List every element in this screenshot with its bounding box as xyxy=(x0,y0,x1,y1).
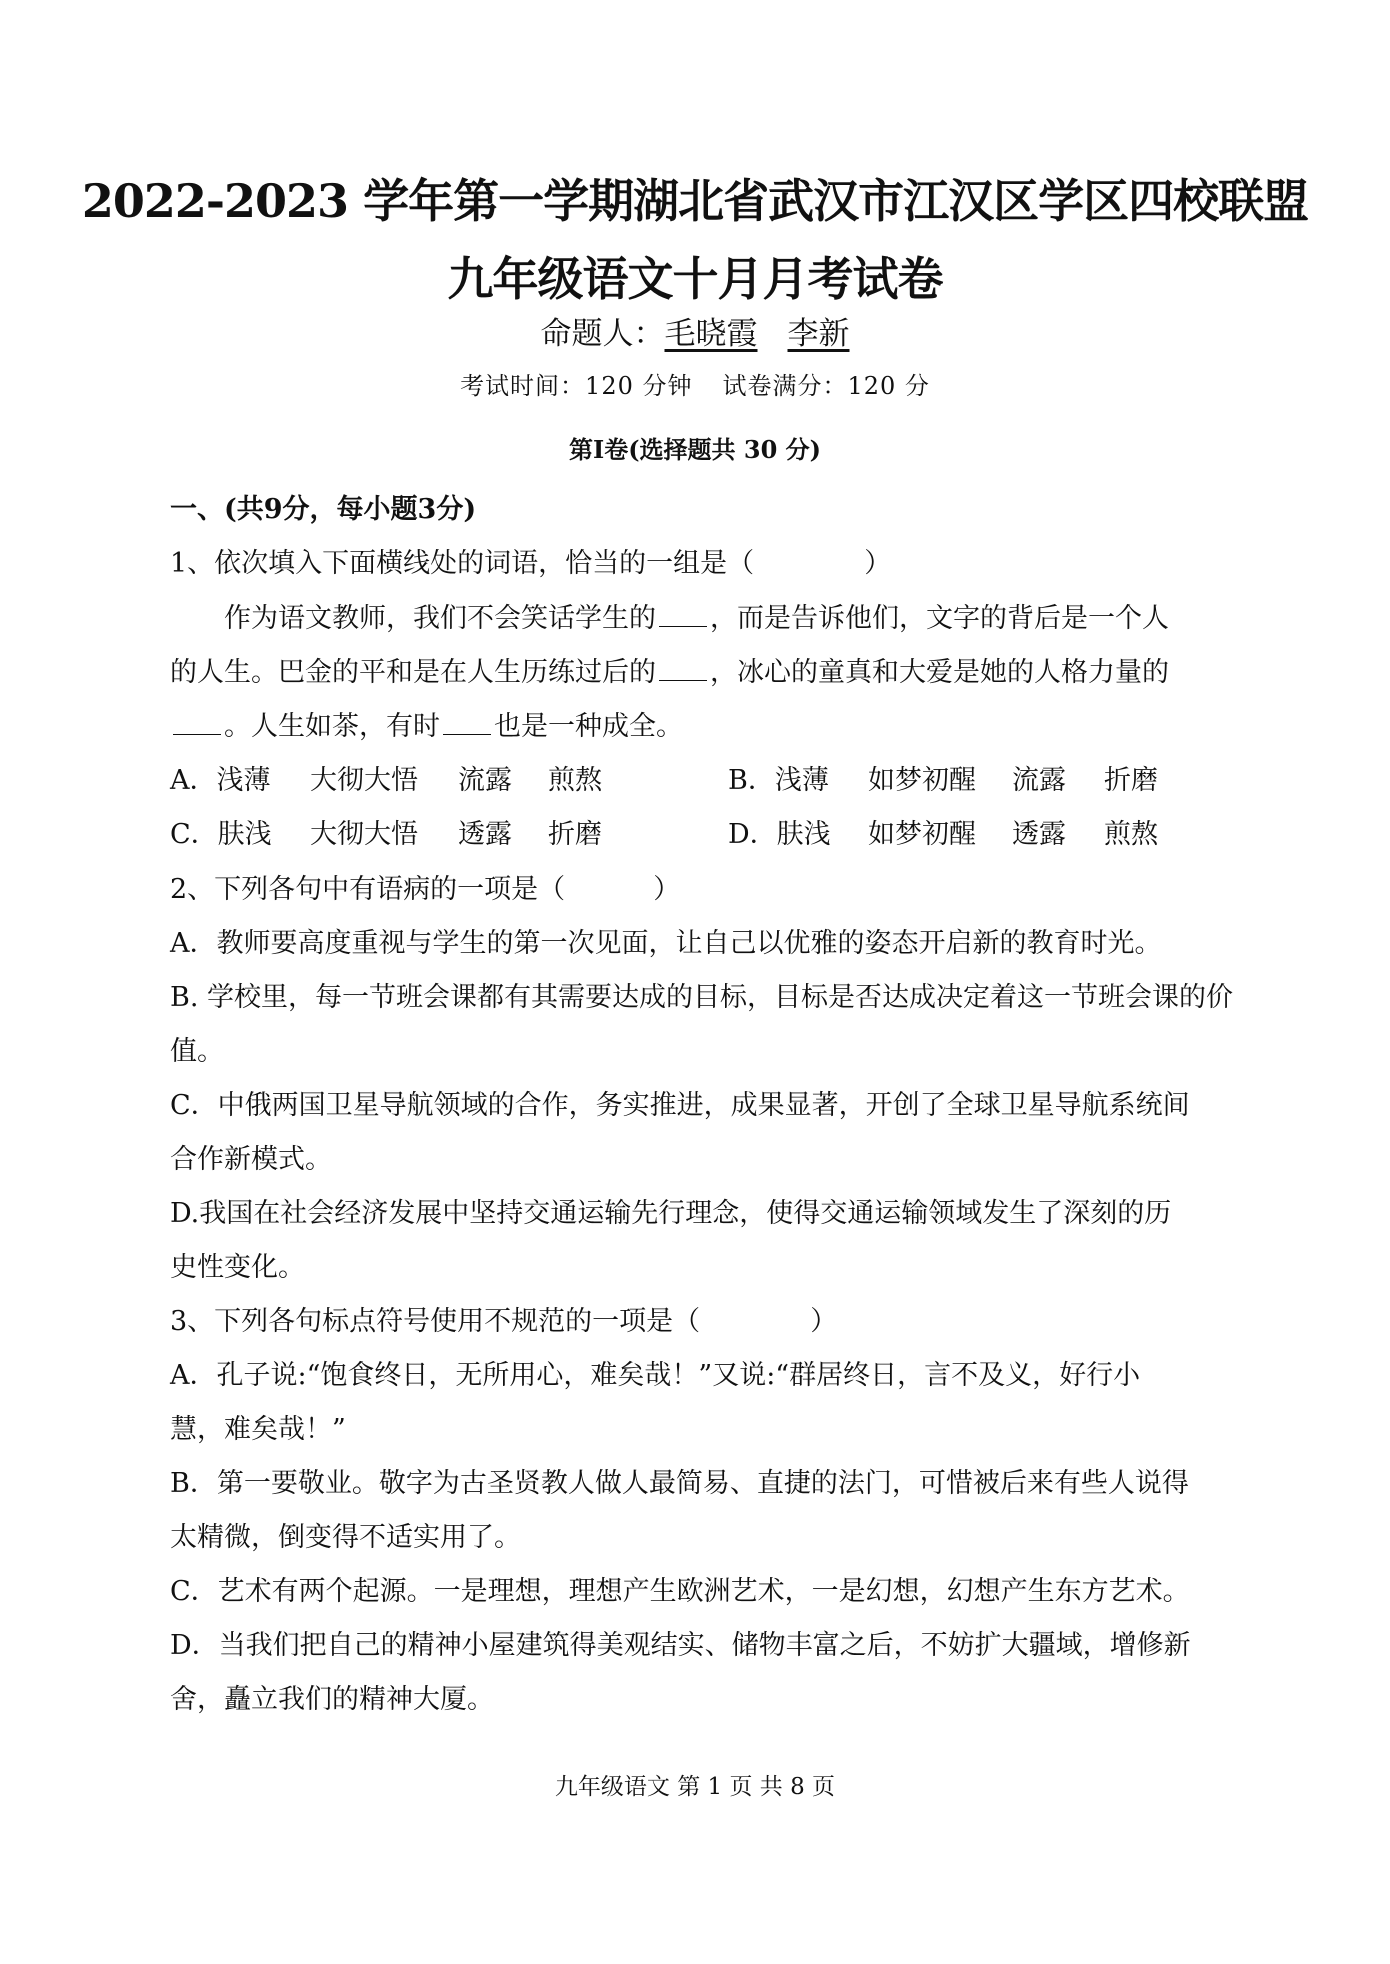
volume-heading: 第Ⅰ卷(选择题共 30 分) xyxy=(568,435,822,464)
q3-option-a-line2: 慧，难矣哉！” xyxy=(170,1414,346,1445)
q1-passage-line3: 。人生如茶，有时 也是一种成全。 xyxy=(170,704,683,743)
q2-option-b-line2: 值。 xyxy=(170,1036,224,1067)
q3-option-a-line1: A．孔子说:“饱食终日，无所用心，难矣哉！”又说:“群居终日，言不及义，好行小 xyxy=(170,1360,1141,1391)
q3-option-b-line2: 太精微，倒变得不适实用了。 xyxy=(170,1522,521,1553)
q1-option-a-word1: A．浅薄 xyxy=(170,765,271,796)
q1-option-d-word1: D．肤浅 xyxy=(728,819,831,850)
q1-stem: 1、依次填入下面横线处的词语，恰当的一组是（ ） xyxy=(170,548,892,579)
q1-option-b-word2: 如梦初醒 xyxy=(868,765,976,796)
q1-option-c-word3: 透露 xyxy=(458,819,512,850)
q1-option-b-word1: B．浅薄 xyxy=(728,765,829,796)
q3-option-b-line1: B．第一要敬业。敬字为古圣贤教人做人最简易、直捷的法门，可惜被后来有些人说得 xyxy=(170,1468,1189,1499)
answer-blank xyxy=(659,679,707,681)
page-footer: 九年级语文 第 1 页 共 8 页 xyxy=(554,1774,836,1800)
q1-option-d-word4: 煎熬 xyxy=(1104,819,1158,850)
q2-option-c-line2: 合作新模式。 xyxy=(170,1144,332,1175)
q1-passage-line2: 的人生。巴金的平和是在人生历练过后的 ，冰心的童真和大爱是她的人格力量的 xyxy=(170,657,1169,688)
answer-blank xyxy=(443,733,491,735)
q1-option-a-word3: 流露 xyxy=(458,765,512,796)
q1-option-c-word2: 大彻大悟 xyxy=(310,819,418,850)
q1-passage-line1: 作为语文教师，我们不会笑话学生的 ，而是告诉他们，文字的背后是一个人 xyxy=(224,603,1169,634)
section-heading: 一、(共9分，每小题3分) xyxy=(170,494,477,525)
q1-option-d-word3: 透露 xyxy=(1012,819,1066,850)
q3-option-c: C．艺术有两个起源。一是理想，理想产生欧洲艺术，一是幻想，幻想产生东方艺术。 xyxy=(170,1576,1190,1607)
exam-time: 考试时间：120 分钟 xyxy=(460,372,693,400)
q2-option-d-line2: 史性变化。 xyxy=(170,1252,305,1283)
q3-stem: 3、下列各句标点符号使用不规范的一项是（ ） xyxy=(170,1306,838,1337)
author-line xyxy=(0,308,1390,353)
exam-score: 试卷满分：120 分 xyxy=(722,372,930,400)
author-name-1: 毛晓霞 xyxy=(664,316,758,352)
q1-option-b-word4: 折磨 xyxy=(1104,765,1158,796)
answer-blank xyxy=(659,625,707,627)
author-name-2: 李新 xyxy=(787,316,850,352)
q1-option-c-word4: 折磨 xyxy=(548,819,602,850)
q1-option-a-word4: 煎熬 xyxy=(548,765,602,796)
q2-stem: 2、下列各句中有语病的一项是（ ） xyxy=(170,874,681,905)
q2-option-c-line1: C．中俄两国卫星导航领域的合作，务实推进，成果显著，开创了全球卫星导航系统间 xyxy=(170,1090,1190,1121)
q1-option-b-word3: 流露 xyxy=(1012,765,1066,796)
q2-option-b-line1: B. 学校里，每一节班会课都有其需要达成的目标，目标是否达成决定着这一节班会课的价 xyxy=(170,982,1234,1013)
exam-info xyxy=(0,366,1390,401)
q3-option-d-line2: 舍，矗立我们的精神大厦。 xyxy=(170,1684,494,1715)
answer-blank xyxy=(173,733,221,735)
q2-option-d-line1: D.我国在社会经济发展中坚持交通运输先行理念，使得交通运输领域发生了深刻的历 xyxy=(170,1198,1172,1229)
q1-option-c-word1: C．肤浅 xyxy=(170,819,272,850)
q1-option-a-word2: 大彻大悟 xyxy=(310,765,418,796)
author-label: 命题人： xyxy=(540,316,665,352)
q2-option-a: A．教师要高度重视与学生的第一次见面，让自己以优雅的姿态开启新的教育时光。 xyxy=(170,928,1162,959)
exam-title-line2: 九年级语文十月月考试卷 xyxy=(447,252,943,306)
q3-option-d-line1: D．当我们把自己的精神小屋建筑得美观结实、储物丰富之后，不妨扩大疆域，增修新 xyxy=(170,1630,1191,1661)
exam-title-line1: 2022-2023 学年第一学期湖北省武汉市江汉区学区四校联盟 xyxy=(81,174,1309,228)
q1-option-d-word2: 如梦初醒 xyxy=(868,819,976,850)
